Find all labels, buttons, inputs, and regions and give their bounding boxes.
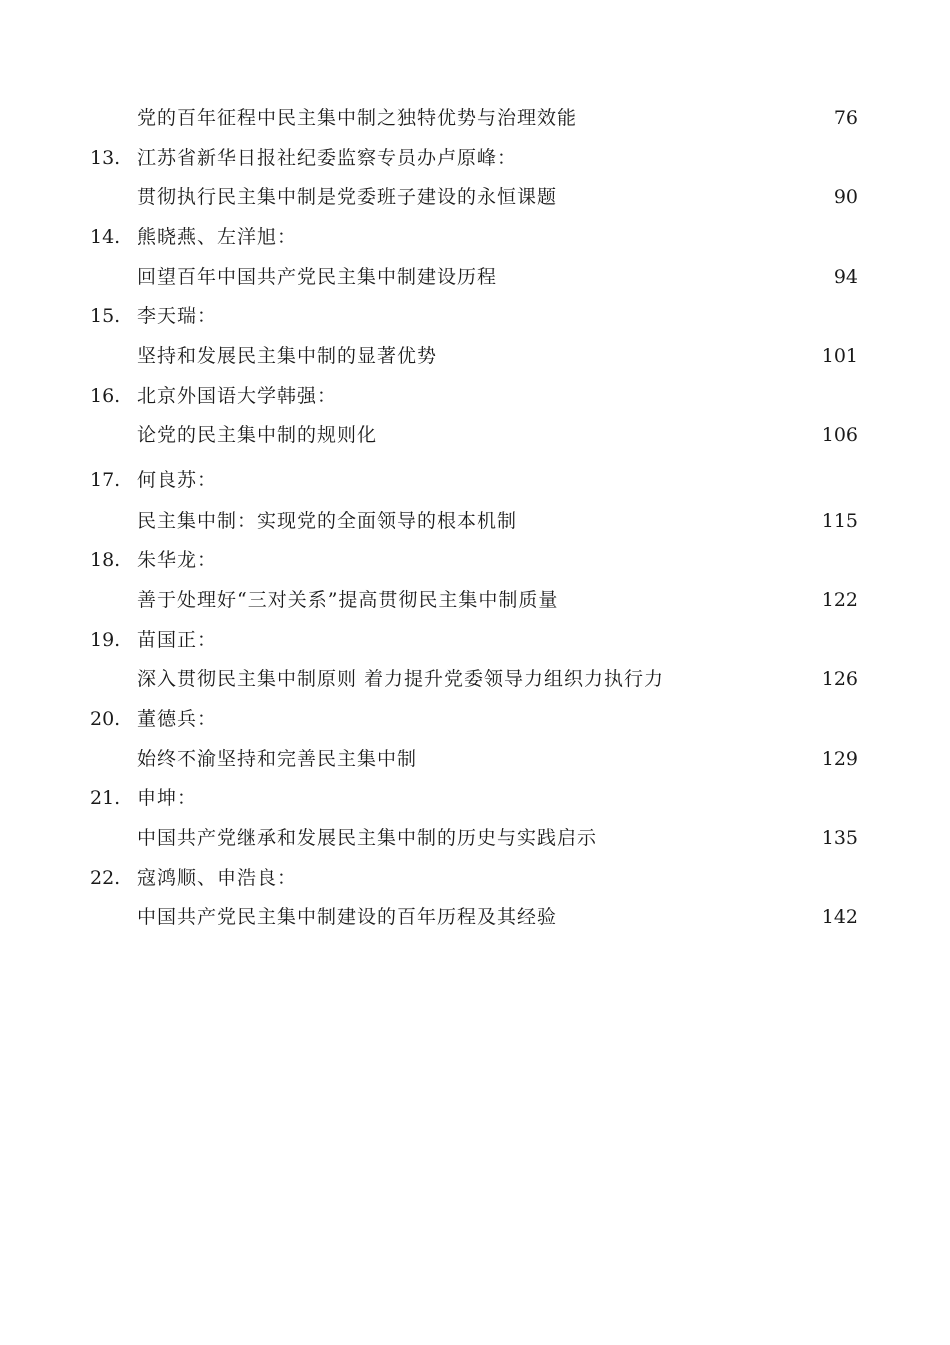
toc-title-line (0, 341, 950, 371)
toc-page-number: 90 (833, 186, 858, 208)
toc-entry-title: 中国共产党民主集中制建设的百年历程及其经验 (137, 906, 558, 928)
toc-title-line (0, 744, 950, 774)
toc-entry-number: 19. (90, 629, 121, 651)
toc-author-line (0, 143, 950, 173)
toc-title-line (0, 506, 950, 536)
toc-entry-number: 13. (90, 147, 121, 169)
toc-title-line (0, 262, 950, 292)
toc-page-number: 122 (821, 589, 858, 611)
toc-author-line (0, 545, 950, 575)
toc-entry-number: 17. (90, 469, 121, 491)
toc-entry-author: 熊晓燕、左洋旭： (137, 226, 298, 248)
toc-page-number: 101 (821, 345, 858, 367)
toc-title-line (0, 103, 950, 133)
toc-author-line (0, 625, 950, 655)
toc-entry-author: 江苏省新华日报社纪委监察专员办卢原峰： (137, 147, 518, 169)
toc-entry-author: 苗国正： (137, 629, 218, 651)
toc-title-line (0, 420, 950, 450)
toc-entry-title: 中国共产党继承和发展民主集中制的历史与实践启示 (137, 827, 598, 849)
toc-page-number: 135 (821, 827, 858, 849)
toc-entry-author: 董德兵： (137, 708, 218, 730)
toc-entry-author: 朱华龙： (137, 549, 218, 571)
toc-title-line (0, 902, 950, 932)
toc-page-number: 142 (821, 906, 858, 928)
toc-entry-number: 21. (90, 787, 121, 809)
toc-entry-title: 坚持和发展民主集中制的显著优势 (137, 345, 438, 367)
toc-entry-number: 15. (90, 305, 121, 327)
toc-entry-title: 善于处理好“三对关系”提高贯彻民主集中制质量 (137, 589, 559, 611)
toc-title-line (0, 182, 950, 212)
toc-title-line (0, 664, 950, 694)
toc-author-line (0, 222, 950, 252)
toc-author-line (0, 465, 950, 495)
toc-entry-number: 22. (90, 867, 121, 889)
toc-page-number: 115 (821, 510, 858, 532)
toc-author-line (0, 301, 950, 331)
toc-author-line (0, 704, 950, 734)
toc-entry-number: 14. (90, 226, 121, 248)
toc-entry-title: 论党的民主集中制的规则化 (137, 424, 378, 446)
toc-entry-title: 深入贯彻民主集中制原则 着力提升党委领导力组织力执行力 (137, 668, 665, 690)
toc-entry-author: 寇鸿顺、申浩良： (137, 867, 298, 889)
toc-entry-title: 党的百年征程中民主集中制之独特优势与治理效能 (137, 107, 578, 129)
toc-page-number: 94 (833, 266, 858, 288)
toc-entry-author: 何良苏： (137, 469, 218, 491)
toc-entry-title: 回望百年中国共产党民主集中制建设历程 (137, 266, 498, 288)
toc-entry-author: 李天瑞： (137, 305, 218, 327)
toc-page-number: 106 (821, 424, 858, 446)
toc-entry-number: 18. (90, 549, 121, 571)
toc-entry-title: 始终不渝坚持和完善民主集中制 (137, 748, 418, 770)
toc-title-line (0, 823, 950, 853)
toc-title-line (0, 585, 950, 615)
toc-page-number: 129 (821, 748, 858, 770)
toc-entry-number: 16. (90, 385, 121, 407)
toc-author-line (0, 863, 950, 893)
toc-entry-author: 北京外国语大学韩强： (137, 385, 338, 407)
toc-entry-number: 20. (90, 708, 121, 730)
toc-author-line (0, 783, 950, 813)
toc-entry-title: 贯彻执行民主集中制是党委班子建设的永恒课题 (137, 186, 558, 208)
toc-entry-title: 民主集中制：实现党的全面领导的根本机制 (137, 510, 518, 532)
toc-page-number: 126 (821, 668, 858, 690)
toc-author-line (0, 381, 950, 411)
toc-page-number: 76 (833, 107, 858, 129)
toc-entry-author: 申坤： (137, 787, 198, 809)
